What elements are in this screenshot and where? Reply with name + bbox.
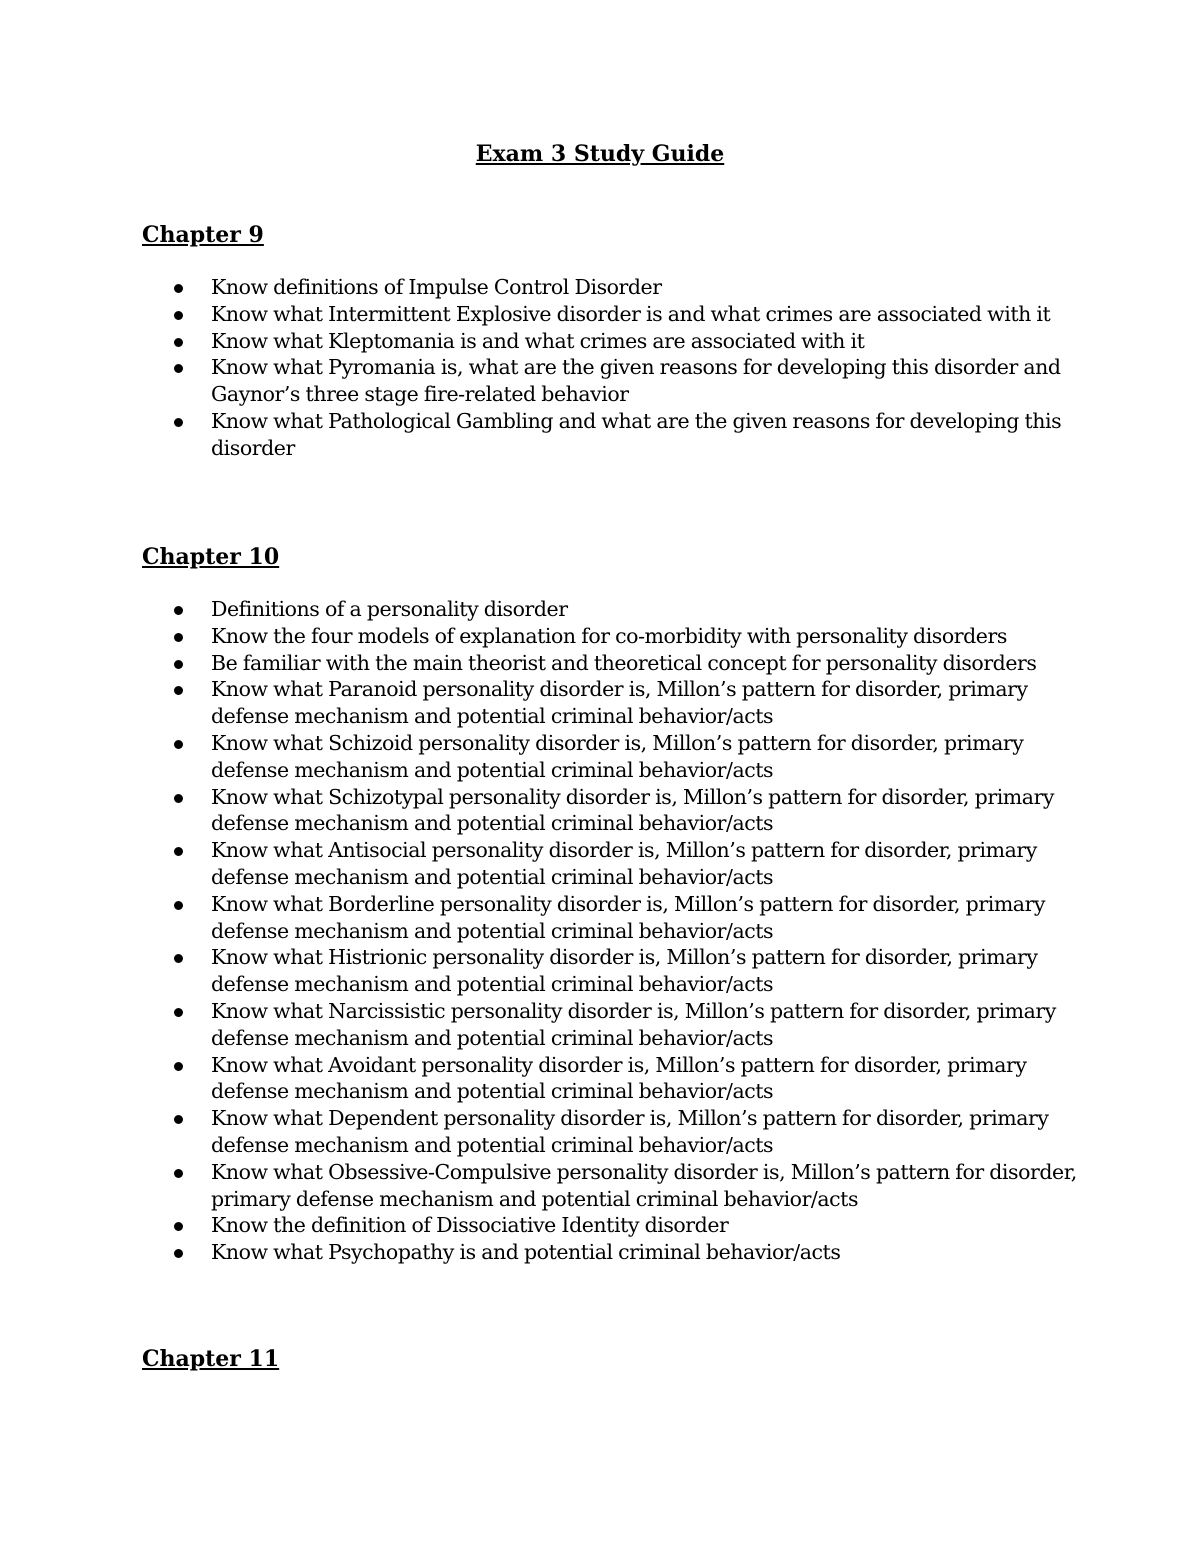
page-title: Exam 3 Study Guide [475,141,725,167]
list-item-text: Know what Obsessive-Compulsive personality disorder is, Millon’s pattern for disorder, primary defense mechanism and potential criminal behavior/acts [211,1159,1077,1211]
bullet-icon [174,901,183,910]
chapter-heading: Chapter 9 [142,222,264,248]
list-item-text: Know what Dependent personality disorder is, Millon’s pattern for disorder, primary defense mechanism and potential criminal behavior/acts [211,1106,1049,1157]
list-item-text: Definitions of a personality disorder [211,597,568,621]
list-item-text: Know what Pyromania is, what are the given reasons for developing this disorder and Gaynor’s three stage fire-related behavior [211,355,1061,407]
bullet-icon [174,847,183,856]
list-item-text: Know what Borderline personality disorder is, Millon’s pattern for disorder, primary defense mechanism and potential criminal behavior/acts [211,891,1046,943]
bullet-icon [174,1249,183,1258]
bullet-icon [174,740,183,749]
bullet-icon [174,606,183,615]
list-item [0,328,1080,355]
list-item [0,998,1080,1052]
list-item [0,676,1080,730]
list-item [0,1239,1080,1266]
list-item-text: Know what Intermittent Explosive disorder is and what crimes are associated with it [211,301,1051,326]
list-item-text: Know what Pathological Gambling and what are the given reasons for developing this disorder [211,408,1062,460]
list-item [0,1052,1080,1106]
list-item-text: Know what Avoidant personality disorder is, Millon’s pattern for disorder, primary defense mechanism and potential criminal behavior/acts [211,1052,1027,1104]
list-item-text: Know what Narcissistic personality disorder is, Millon’s pattern for disorder, primary defense mechanism and potential criminal behavior/acts [211,998,1056,1050]
bullet-icon [174,1062,183,1071]
list-item-text: Know what Paranoid personality disorder is, Millon’s pattern for disorder, primary defense mechanism and potential criminal behavior/acts [211,677,1028,729]
list-item-text: Know what Kleptomania is and what crimes are associated with it [211,328,865,353]
bullet-icon [174,794,183,803]
list-item-text: Know what Histrionic personality disorder is, Millon’s pattern for disorder, primary defense mechanism and potential criminal behavior/acts [211,945,1038,997]
list-item [0,730,1080,784]
bullet-icon [174,954,183,963]
list-item-text: Know definitions of Impulse Control Disorder [211,275,662,299]
bullet-icon [174,418,183,427]
list-item [0,596,1080,623]
bullet-icon [174,1008,183,1017]
bullet-icon [174,1115,183,1124]
list-item [0,1159,1080,1213]
bullet-icon [174,311,183,320]
chapter-heading: Chapter 10 [142,544,280,570]
bullet-icon [174,660,183,669]
bullet-icon [174,1222,183,1231]
list-item [0,891,1080,945]
bullet-icon [174,633,183,642]
bullet-icon [174,686,183,695]
bullet-icon [174,1169,183,1178]
bullet-icon [174,284,183,293]
list-item [0,784,1080,838]
list-item [0,1212,1080,1239]
list-item [0,274,1080,301]
bullet-icon [174,338,183,347]
list-item [0,408,1080,462]
list-item-text: Know what Schizotypal personality disorder is, Millon’s pattern for disorder, primary defense mechanism and potential criminal behavior/acts [211,784,1055,836]
list-item [0,354,1080,408]
list-item [0,623,1080,650]
chapter-item-list [0,274,1080,462]
list-item [0,650,1080,677]
list-item-text: Know what Antisocial personality disorder is, Millon’s pattern for disorder, primary defense mechanism and potential criminal behavior/acts [211,838,1037,889]
chapter-heading: Chapter 11 [142,1346,280,1372]
chapter-item-list [0,596,1080,1266]
list-item-text: Know what Psychopathy is and potential criminal behavior/acts [211,1240,841,1265]
list-item [0,1105,1080,1159]
list-item-text: Know the four models of explanation for co-morbidity with personality disorders [211,623,1007,648]
list-item [0,301,1080,328]
list-item [0,837,1080,891]
list-item-text: Know what Schizoid personality disorder is, Millon’s pattern for disorder, primary defense mechanism and potential criminal behavior/acts [211,730,1024,782]
list-item-text: Know the definition of Dissociative Identity disorder [211,1213,729,1238]
list-item [0,944,1080,998]
bullet-icon [174,364,183,373]
list-item-text: Be familiar with the main theorist and theoretical concept for personality disorders [211,650,1037,675]
